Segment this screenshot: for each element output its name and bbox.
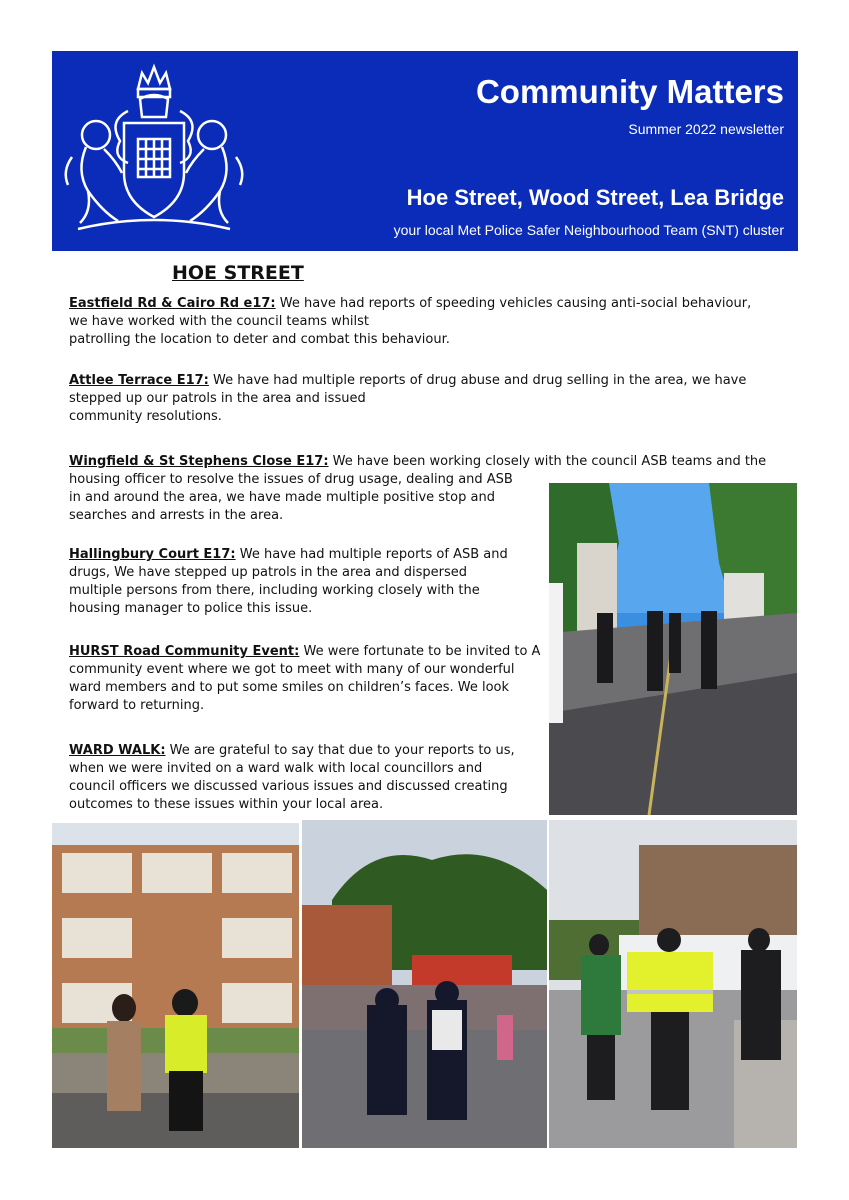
housing-block-photo <box>52 823 299 1148</box>
ward-walk-photo <box>549 820 797 1148</box>
ward-area-title: Hoe Street, Wood Street, Lea Bridge <box>406 185 784 210</box>
report-location-label: HURST Road Community Event: <box>69 644 300 659</box>
report-location-label: WARD WALK: <box>69 743 166 758</box>
met-police-crest-icon <box>58 61 250 241</box>
report-hurst-road-event: HURST Road Community Event: We were fortunate to be invited to A community event where we got to meet with many of our wonderful ward members and to put some smiles on children’s faces. We look forward to returning. <box>69 644 541 713</box>
report-eastfield-cairo: Eastfield Rd & Cairo Rd e17: We have had reports of speeding vehicles causing anti-social behaviour, we have worked with the council teams whilst patrolling the location to deter and combat this behaviour. <box>69 296 752 347</box>
newsletter-edition: Summer 2022 newsletter <box>628 121 784 137</box>
report-location-label: Hallingbury Court E17: <box>69 547 236 562</box>
report-ward-walk: WARD WALK: We are grateful to say that due to your reports to us, when we were invited on a ward walk with local councillors and council officers we discussed various issues and discussed creating outcomes to these issues within your local area. <box>69 743 515 812</box>
report-location-label: Attlee Terrace E17: <box>69 373 209 388</box>
report-hallingbury-court: Hallingbury Court E17: We have had multiple reports of ASB and drugs, We have stepped up patrols in the area and dispersed multiple persons from there, including working closely with the housing manager to police this issue. <box>69 547 508 616</box>
newsletter-title: Community Matters <box>475 73 784 110</box>
report-wingfield-st-stephens: Wingfield & St Stephens Close E17: We have been working closely with the council ASB teams and the housing officer to resolve the issues of drug usage, dealing and ASB in and around the area, we have made multiple positive stop and searches and arrests in the area. <box>69 454 767 523</box>
street-patrol-photo <box>549 483 797 815</box>
newsletter-banner <box>52 51 798 251</box>
report-location-label: Eastfield Rd & Cairo Rd e17: <box>69 296 276 311</box>
report-location-label: Wingfield & St Stephens Close E17: <box>69 454 329 469</box>
report-attlee-terrace: Attlee Terrace E17: We have had multiple reports of drug abuse and drug selling in the area, we have stepped up our patrols in the area and issued community resolutions. <box>69 373 747 424</box>
section-heading: HOE STREET <box>172 262 304 284</box>
team-description: your local Met Police Safer Neighbourhood Team (SNT) cluster <box>393 222 784 238</box>
community-event-photo <box>302 820 547 1148</box>
